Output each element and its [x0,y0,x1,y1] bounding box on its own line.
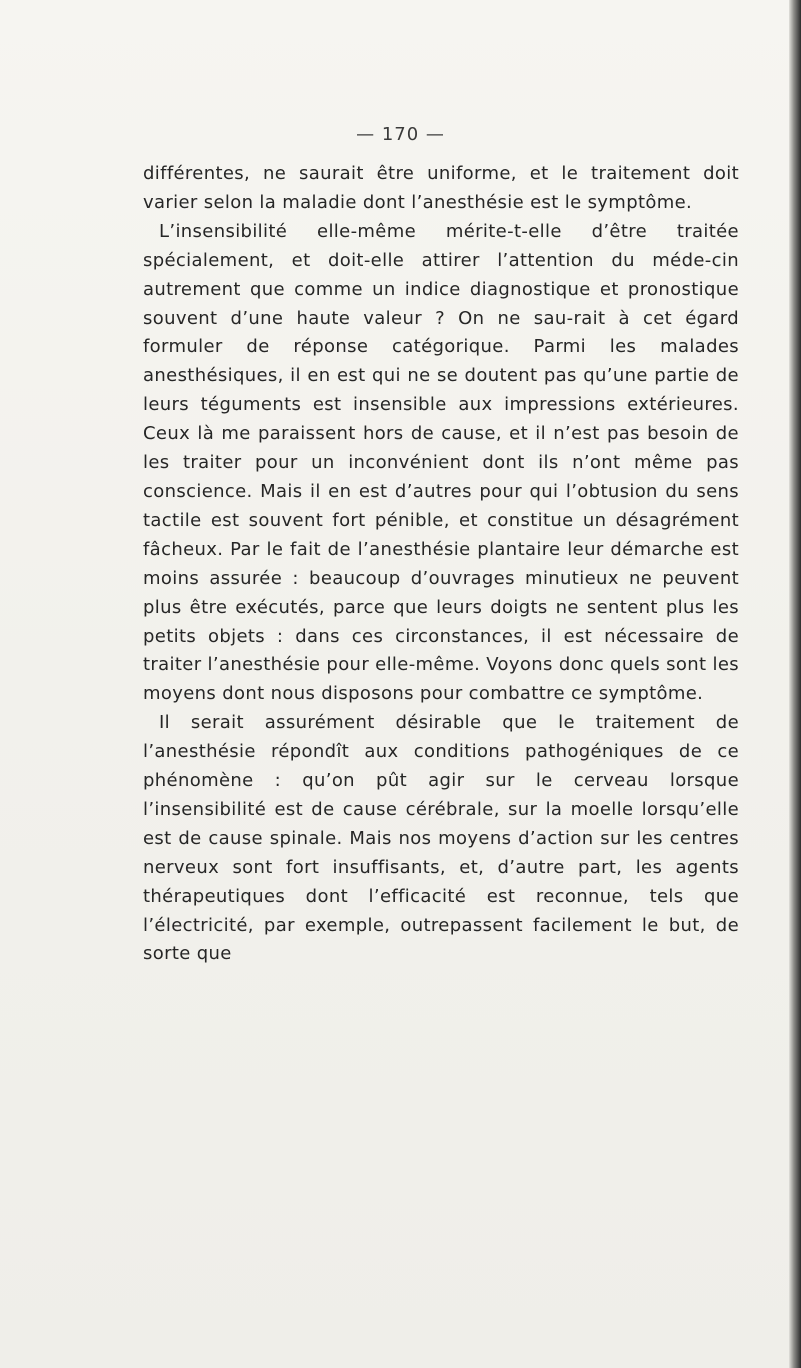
paragraph-treatment: Il serait assurément désirable que le traitement de l’anesthésie répondît aux conditions pathogéniques de ce phénomène : qu’on pût agir sur le cerveau lorsque l’insensibilité est de cause cérébrale, sur la moelle lorsqu’elle est de cause spinale. Mais nos moyens d’action sur les centres nerveux sont fort insuffisants, et, d’autre part, les agents thérapeutiques dont l’efficacité est reconnue, tels que l’électricité, par exemple, outrepassent facilement le but, de sorte que [143,712,739,965]
page-number: — 170 — [356,124,445,145]
body-text [143,160,739,969]
paragraph-continuation: différentes, ne saurait être uniforme, et le traitement doit varier selon la maladie dont l’anesthésie est le symptôme. [143,163,739,213]
page-edge-shadow [789,0,801,1368]
paragraph-insensibility: L’insensibilité elle-même mérite-t-elle d’être traitée spécialement, et doit-elle attirer l’attention du méde-cin autrement que comme un indice diagnostique et pronostique souvent d’une haute valeur ? On ne sau-rait à cet égard formuler de réponse catégorique. Parmi les malades anesthésiques, il en est qui ne se doutent pas qu’une partie de leurs téguments est insensible aux impressions extérieures. Ceux là me paraissent hors de cause, et il n’est pas besoin de les traiter pour un inconvénient dont ils n’ont même pas conscience. Mais il en est d’autres pour qui l’obtusion du sens tactile est souvent fort pénible, et constitue un désagrément fâcheux. Par le fait de l’anesthésie plantaire leur démarche est moins assurée : beaucoup d’ouvrages minutieux ne peuvent plus être exécutés, parce que leurs doigts ne sentent plus les petits objets : dans ces circonstances, il est nécessaire de traiter l’anesthésie pour elle-même. Voyons donc quels sont les moyens dont nous disposons pour combattre ce symptôme. [143,220,740,705]
